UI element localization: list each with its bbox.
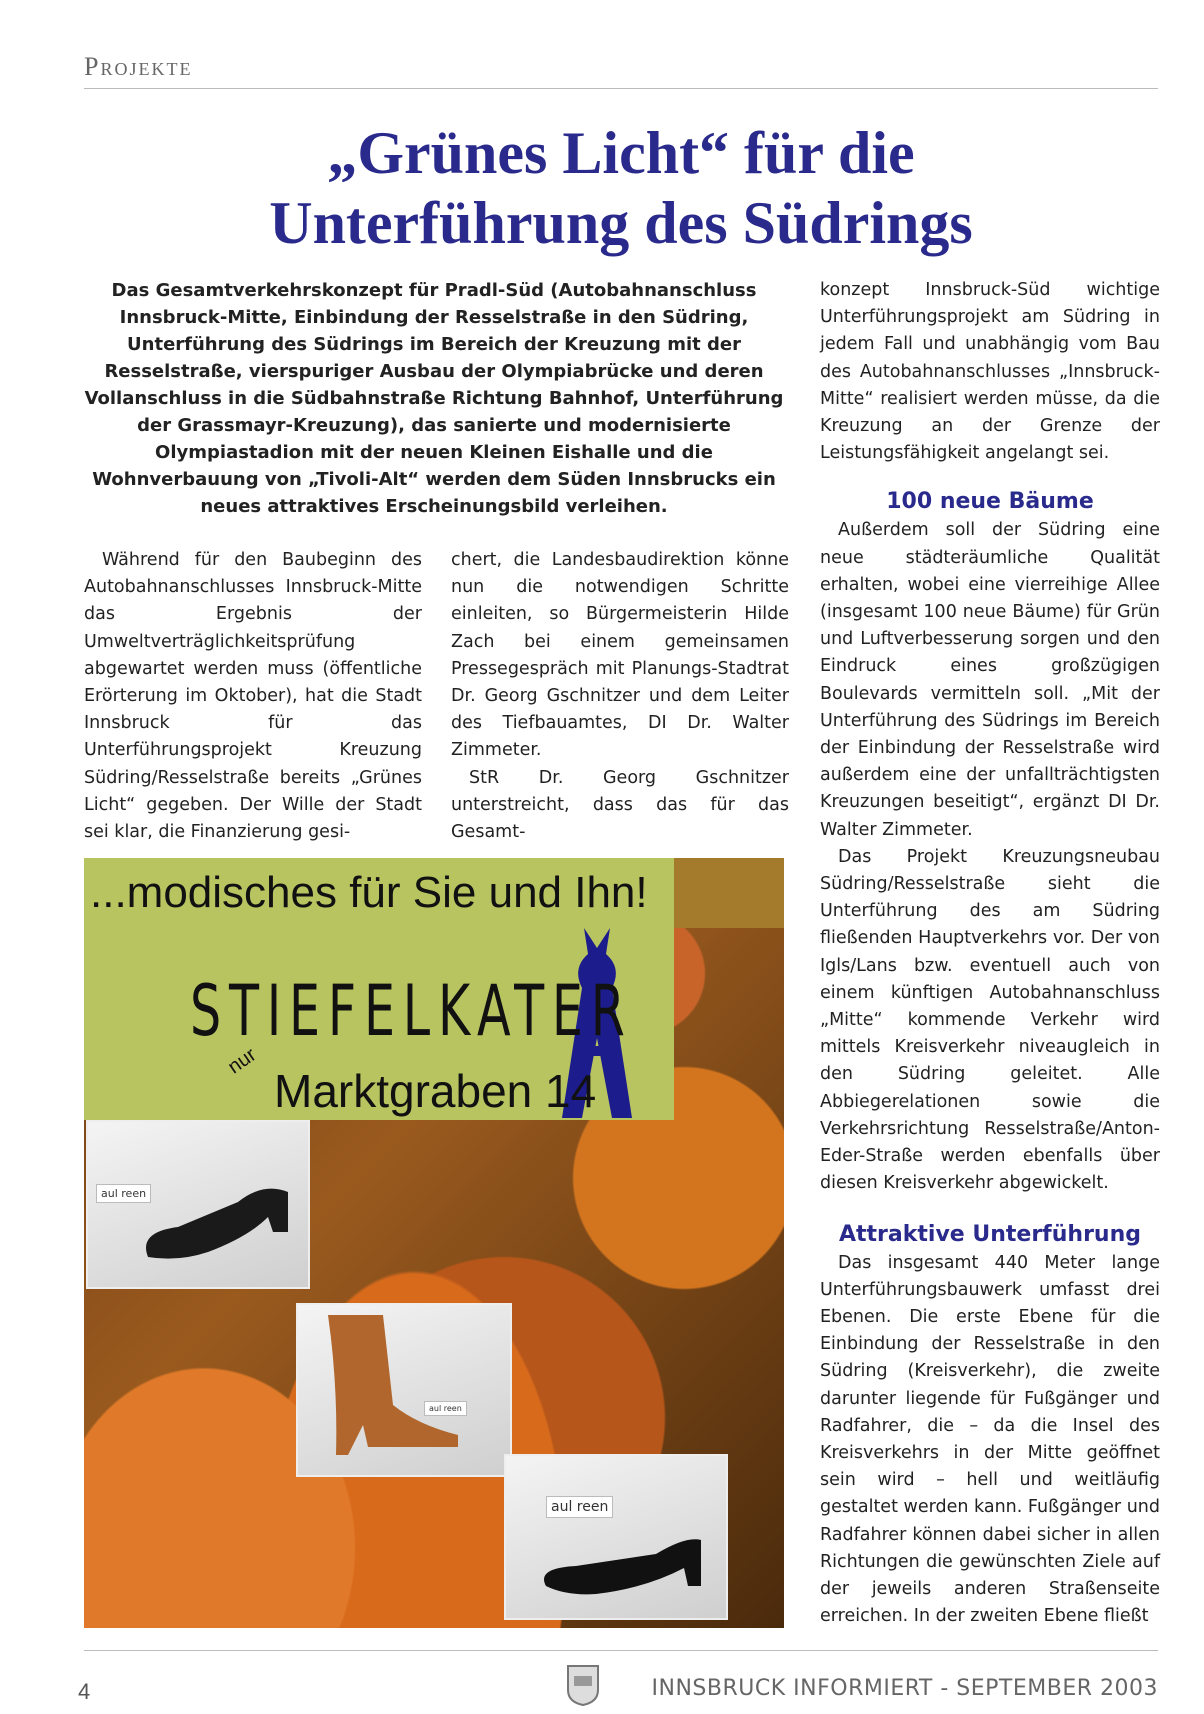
ad-tagline: ...modisches für Sie und Ihn! xyxy=(90,868,648,917)
ad-only-label: nur xyxy=(224,1043,261,1079)
subhead-attraktive-unterfuehrung: Attraktive Unterführung xyxy=(839,1221,1141,1247)
publication-footer: INNSBRUCK INFORMIERT - SEPTEMBER 2003 xyxy=(651,1676,1158,1701)
column-3-paragraph-4: Das insgesamt 440 Meter lange Unterführungsbauwerk umfasst drei Ebenen. Die erste Ebene für die Einbindung der Resselstraße in den Südring (Kreisverkehr), die zweite darunter liegende für Fußgänger und Radfahrer, die – da die Insel des Kreisverkehrs in der Mitte geöffnet sein wird – hell und weitläufig gestaltet werden kann. Fußgänger und Radfahrer können dabei sicher in allen Richtungen die gewünschten Ziele auf der jeweils anderen Straßenseite erreichen. In der zweiten Ebene fließt xyxy=(820,1252,1160,1627)
column-2 xyxy=(451,547,789,846)
column-3 xyxy=(820,277,1160,1630)
shoe-brand-label-2: aul reen xyxy=(424,1401,467,1416)
ad-brand-name: STIEFELKATER xyxy=(190,970,633,1052)
shoe-photo-black-pump xyxy=(504,1454,728,1620)
stiefelkater-advertisement xyxy=(84,858,784,1628)
column-3-paragraph-3: Das Projekt Kreuzungsneubau Südring/Resselstraße sieht die Unterführung des am Südring fließenden Hauptverkehrs vor. Der von Igls/Lans bzw. eventuell auch von einem künftigen Autobahnanschluss „Mitte“ kommende Verkehr wird mittels Kreisverkehr niveaugleich in den Südring geleitet. Alle Abbiegerelationen sowie die Verkehrsrichtung Resselstraße/Anton-Eder-Straße werden ebenfalls über diesen Kreisverkehr abgewickelt. xyxy=(820,846,1160,1194)
ad-address: Marktgraben 14 xyxy=(274,1065,597,1117)
ad-banner-corner xyxy=(674,858,784,928)
shoe-brand-label-3: aul reen xyxy=(546,1496,613,1518)
column-1-text: Während für den Baubeginn des Autobahnanschlusses Innsbruck-Mitte das Ergebnis der Umweltverträglichkeitsprüfung abgewartet werden muss (öffentliche Erörterung im Oktober), hat die Stadt Innsbruck für das Unterführungsprojekt Kreuzung Südring/Resselstraße bereits „Grünes Licht“ gegeben. Der Wille der Stadt sei klar, die Finanzierung gesi- xyxy=(84,550,422,843)
black-shoe-icon xyxy=(88,1122,308,1287)
suede-boot-icon xyxy=(298,1305,510,1475)
shoe-brand-label: aul reen xyxy=(96,1184,151,1203)
header-rule xyxy=(84,88,1158,89)
headline-line-2: Unterführung des Südrings xyxy=(269,190,973,256)
column-2-paragraph-1: chert, die Landesbaudirektion könne nun die notwendigen Schritte einleiten, so Bürgermeisterin Hilde Zach bei einem gemeinsamen Pressegespräch mit Planungs-Stadtrat Dr. Georg Gschnitzer und dem Leiter des Tiefbauamtes, DI Dr. Walter Zimmeter. xyxy=(451,550,789,761)
black-pump-icon xyxy=(506,1456,726,1618)
column-3-paragraph-2: Außerdem soll der Südring eine neue städteräumliche Qualität erhalten, wobei eine vierreihige Allee (insgesamt 100 neue Bäume) für Grün und Luftverbesserung sorgen und den Eindruck eines großzügigen Boulevards vermitteln soll. „Mit der Unterführung des Südrings im Bereich der Einbindung der Resselstraße wird außerdem eine der unfallträchtigsten Kreuzungen beseitigt“, ergänzt DI Dr. Walter Zimmeter. xyxy=(820,520,1160,840)
city-crest-icon xyxy=(566,1664,600,1706)
column-1 xyxy=(84,547,422,846)
column-2-paragraph-2: StR Dr. Georg Gschnitzer unterstreicht, dass das für das Gesamt- xyxy=(451,767,789,843)
section-label: Projekte xyxy=(84,52,193,81)
page-number: 4 xyxy=(78,1679,91,1704)
headline-line-1: „Grünes Licht“ für die xyxy=(327,120,915,186)
shoe-photo-black-loafer xyxy=(86,1120,310,1289)
subhead-100-baeume: 100 neue Bäume xyxy=(886,489,1094,515)
lead-paragraph: Das Gesamtverkehrskonzept für Pradl-Süd (Autobahnanschluss Innsbruck-Mitte, Einbindung der Resselstraße in den Südring, Unterführung des Südrings im Bereich der Kreuzung mit der Resselstraße, vierspuriger Ausbau der Olympiabrücke und deren Vollanschluss in die Südbahnstraße Richtung Bahnhof, Unterführung der Grassmayr-Kreuzung), das sanierte und modernisierte Olympiastadion mit der neuen Kleinen Eishalle und die Wohnverbauung von „Tivoli-Alt“ werden dem Süden Innsbrucks ein neues attraktives Erscheinungsbild verleihen. xyxy=(84,280,784,517)
footer-rule xyxy=(84,1650,1158,1651)
column-3-paragraph-1: konzept Innsbruck-Süd wichtige Unterführungsprojekt am Südring in jedem Fall und unabhängig vom Bau des Autobahnanschlusses „Innsbruck-Mitte“ realisiert werden müsse, da die Kreuzung an der Grenze der Leistungsfähigkeit angelangt sei. xyxy=(820,280,1160,464)
shoe-photo-suede-boot xyxy=(296,1303,512,1477)
headline xyxy=(84,118,1158,258)
